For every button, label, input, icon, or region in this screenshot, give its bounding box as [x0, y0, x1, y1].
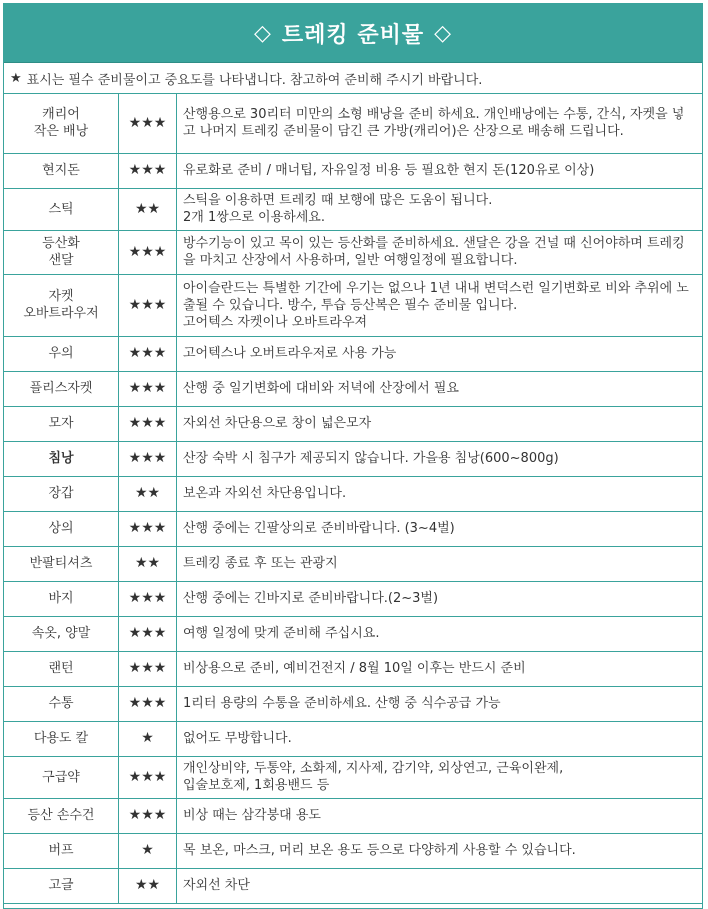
item-name: 우의 [4, 336, 119, 371]
item-name: 고글 [4, 868, 119, 903]
item-description: 비상용으로 준비, 예비건전지 / 8월 10일 이후는 반드시 준비 [177, 651, 703, 686]
item-description: 산행 중에는 긴바지로 준비바랍니다.(2~3벌) [177, 581, 703, 616]
table-row [4, 153, 702, 188]
importance-stars: ★★★ [119, 511, 177, 546]
importance-stars: ★★★ [119, 686, 177, 721]
diamond-icon: ◇ [434, 20, 452, 46]
importance-stars: ★★★ [119, 441, 177, 476]
importance-stars: ★★★ [119, 230, 177, 274]
item-description: 보온과 자외선 차단용입니다. [177, 476, 703, 511]
importance-stars: ★★★ [119, 581, 177, 616]
item-description: 고어텍스나 오버트라우저로 사용 가능 [177, 336, 703, 371]
importance-note [4, 63, 702, 94]
importance-stars: ★ [119, 721, 177, 756]
importance-stars: ★★ [119, 188, 177, 230]
table-row [4, 406, 702, 441]
item-description: 산행 중 일기변화에 대비와 저녁에 산장에서 필요 [177, 371, 703, 406]
importance-stars: ★ [119, 833, 177, 868]
importance-stars: ★★★ [119, 756, 177, 798]
trekking-checklist [3, 3, 703, 909]
item-name: 스틱 [4, 188, 119, 230]
importance-stars: ★★★ [119, 153, 177, 188]
item-name: 플리스자켓 [4, 371, 119, 406]
item-name: 캐리어 작은 배낭 [4, 94, 119, 153]
importance-stars: ★★★ [119, 651, 177, 686]
table-row [4, 651, 702, 686]
item-description: 없어도 무방합니다. [177, 721, 703, 756]
page-title [4, 4, 702, 63]
diamond-icon: ◇ [253, 20, 272, 46]
star-icon: ★ [10, 70, 22, 86]
item-name: 현지돈 [4, 153, 119, 188]
importance-stars: ★★★ [119, 371, 177, 406]
table-row [4, 581, 702, 616]
importance-stars: ★★★ [119, 274, 177, 336]
item-name: 자켓 오바트라우저 [4, 274, 119, 336]
table-row [4, 511, 702, 546]
table-row [4, 230, 702, 274]
importance-stars: ★★ [119, 476, 177, 511]
item-name: 모자 [4, 406, 119, 441]
item-description: 산행용으로 30리터 미만의 소형 배낭을 준비 하세요. 개인배낭에는 수통, 간식, 자켓을 넣고 나머지 트레킹 준비물이 담긴 큰 가방(캐리어)은 산장으로 배송해 드립니다. [177, 94, 703, 153]
item-name: 상의 [4, 511, 119, 546]
item-description: 산행 중에는 긴팔상의로 준비바랍니다. (3~4벌) [177, 511, 703, 546]
importance-stars: ★★ [119, 868, 177, 903]
table-row [4, 371, 702, 406]
item-description: 비상 때는 삼각붕대 용도 [177, 798, 703, 833]
table-row [4, 546, 702, 581]
item-description: 자외선 차단 [177, 868, 703, 903]
item-description: 산장 숙박 시 침구가 제공되지 않습니다. 가을용 침낭(600~800g) [177, 441, 703, 476]
item-name: 등산화 샌달 [4, 230, 119, 274]
item-name: 속옷, 양말 [4, 616, 119, 651]
item-description: 자외선 차단용으로 창이 넓은모자 [177, 406, 703, 441]
table-row [4, 868, 702, 903]
item-name: 랜턴 [4, 651, 119, 686]
item-description: 방수기능이 있고 목이 있는 등산화를 준비하세요. 샌달은 강을 건널 때 신어야하며 트레킹을 마치고 산장에서 사용하며, 일반 여행일정에 필요합니다. [177, 230, 703, 274]
item-name: 수통 [4, 686, 119, 721]
checklist-table [4, 94, 702, 904]
page-title-text: 트레킹 준비물 [281, 22, 425, 48]
item-name: 다용도 칼 [4, 721, 119, 756]
item-name: 장갑 [4, 476, 119, 511]
importance-stars: ★★★ [119, 406, 177, 441]
table-row [4, 441, 702, 476]
importance-stars: ★★ [119, 546, 177, 581]
table-row [4, 336, 702, 371]
table-row [4, 94, 702, 153]
importance-stars: ★★★ [119, 336, 177, 371]
table-row [4, 798, 702, 833]
item-name: 반팔티셔츠 [4, 546, 119, 581]
table-row [4, 274, 702, 336]
item-description: 아이슬란드는 특별한 기간에 우기는 없으나 1년 내내 변덕스런 일기변화로 비와 추위에 노출될 수 있습니다. 방수, 투습 등산복은 필수 준비물 입니다. 고어텍스 자켓이나 오바트라우져 [177, 274, 703, 336]
table-row [4, 476, 702, 511]
item-name: 구급약 [4, 756, 119, 798]
importance-stars: ★★★ [119, 798, 177, 833]
item-description: 1리터 용량의 수통을 준비하세요. 산행 중 식수공급 가능 [177, 686, 703, 721]
item-description: 트레킹 종료 후 또는 관광지 [177, 546, 703, 581]
table-row [4, 721, 702, 756]
item-description: 개인상비약, 두통약, 소화제, 지사제, 감기약, 외상연고, 근육이완제, 입술보호제, 1회용밴드 등 [177, 756, 703, 798]
table-row [4, 188, 702, 230]
item-description: 여행 일정에 맞게 준비해 주십시요. [177, 616, 703, 651]
item-name: 바지 [4, 581, 119, 616]
importance-note-text: 표시는 필수 준비물이고 중요도를 나타냅니다. 참고하여 준비해 주시기 바랍니다. [26, 72, 483, 88]
table-row [4, 616, 702, 651]
importance-stars: ★★★ [119, 94, 177, 153]
importance-stars: ★★★ [119, 616, 177, 651]
item-description: 스틱을 이용하면 트레킹 때 보행에 많은 도움이 됩니다. 2개 1쌍으로 이용하세요. [177, 188, 703, 230]
table-row [4, 833, 702, 868]
item-name: 버프 [4, 833, 119, 868]
table-row [4, 756, 702, 798]
item-description: 목 보온, 마스크, 머리 보온 용도 등으로 다양하게 사용할 수 있습니다. [177, 833, 703, 868]
table-row [4, 686, 702, 721]
item-name: 침낭 [4, 441, 119, 476]
item-name: 등산 손수건 [4, 798, 119, 833]
item-description: 유로화로 준비 / 매너팁, 자유일정 비용 등 필요한 현지 돈(120유로 이상) [177, 153, 703, 188]
